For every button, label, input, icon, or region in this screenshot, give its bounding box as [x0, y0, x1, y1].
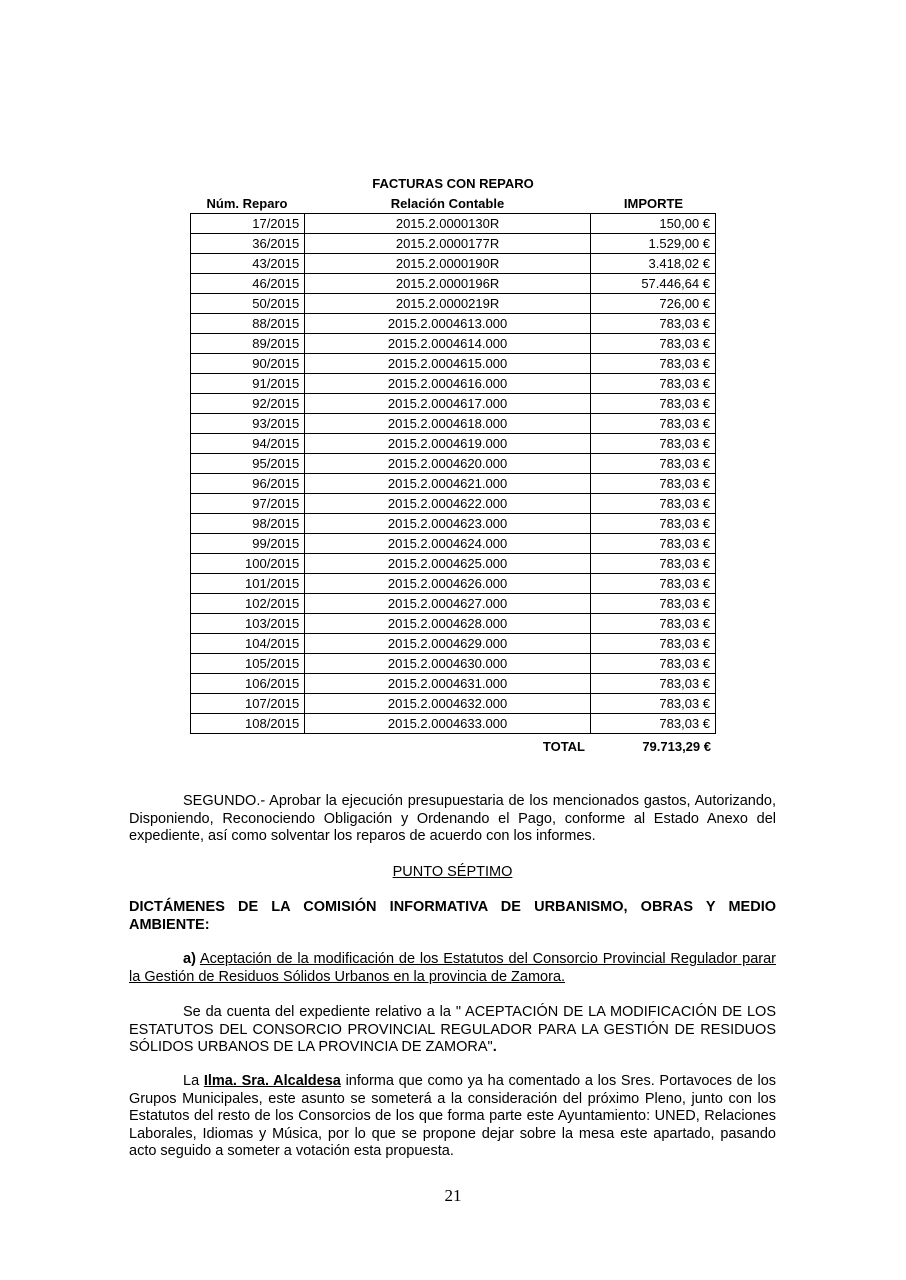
cell-num-reparo: 88/2015 [191, 314, 305, 334]
segundo-paragraph [129, 793, 776, 846]
cell-relacion-contable: 2015.2.0004622.000 [305, 494, 591, 514]
cell-num-reparo: 105/2015 [191, 654, 305, 674]
cell-importe: 783,03 € [590, 574, 715, 594]
item-a-paragraph [129, 951, 776, 986]
table-row [191, 314, 716, 334]
cell-relacion-contable: 2015.2.0004619.000 [305, 434, 591, 454]
table-row [191, 454, 716, 474]
cell-num-reparo: 94/2015 [191, 434, 305, 454]
cell-relacion-contable: 2015.2.0004633.000 [305, 714, 591, 734]
cell-num-reparo: 107/2015 [191, 694, 305, 714]
total-value: 79.713,29 € [642, 739, 711, 754]
cell-importe: 783,03 € [590, 314, 715, 334]
cell-importe: 783,03 € [590, 594, 715, 614]
cell-relacion-contable: 2015.2.0004632.000 [305, 694, 591, 714]
cell-importe: 783,03 € [590, 554, 715, 574]
cell-importe: 783,03 € [590, 414, 715, 434]
cell-relacion-contable: 2015.2.0004620.000 [305, 454, 591, 474]
cell-relacion-contable: 2015.2.0000177R [305, 234, 591, 254]
cell-num-reparo: 36/2015 [191, 234, 305, 254]
table-row [191, 634, 716, 654]
cell-importe: 3.418,02 € [590, 254, 715, 274]
cell-relacion-contable: 2015.2.0004627.000 [305, 594, 591, 614]
table-row [191, 694, 716, 714]
cell-num-reparo: 97/2015 [191, 494, 305, 514]
cell-num-reparo: 104/2015 [191, 634, 305, 654]
cell-importe: 57.446,64 € [590, 274, 715, 294]
cell-num-reparo: 91/2015 [191, 374, 305, 394]
table-row [191, 434, 716, 454]
table-row [191, 474, 716, 494]
header-importe: IMPORTE [623, 196, 684, 211]
table-row [191, 574, 716, 594]
dictamenes-heading: DICTÁMENES DE LA COMISIÓN INFORMATIVA DE URBANISMO, OBRAS Y MEDIO AMBIENTE: [129, 899, 776, 933]
cell-importe: 783,03 € [590, 434, 715, 454]
cell-num-reparo: 99/2015 [191, 534, 305, 554]
table-row [191, 674, 716, 694]
table-row [191, 254, 716, 274]
cell-num-reparo: 46/2015 [191, 274, 305, 294]
table-row [191, 494, 716, 514]
invoices-table [190, 213, 716, 734]
se-da-cuenta-paragraph [129, 1004, 776, 1057]
table-row [191, 274, 716, 294]
cell-num-reparo: 43/2015 [191, 254, 305, 274]
cell-relacion-contable: 2015.2.0004618.000 [305, 414, 591, 434]
punto-heading-text: PUNTO SÉPTIMO [392, 864, 513, 880]
cell-num-reparo: 108/2015 [191, 714, 305, 734]
cell-relacion-contable: 2015.2.0004616.000 [305, 374, 591, 394]
cell-importe: 783,03 € [590, 654, 715, 674]
cell-relacion-contable: 2015.2.0000130R [305, 214, 591, 234]
cell-importe: 783,03 € [590, 674, 715, 694]
header-num-reparo: Núm. Reparo [206, 196, 288, 211]
table-row [191, 394, 716, 414]
cell-importe: 1.529,00 € [590, 234, 715, 254]
cell-num-reparo: 90/2015 [191, 354, 305, 374]
table-row [191, 614, 716, 634]
table-row [191, 294, 716, 314]
cell-relacion-contable: 2015.2.0004628.000 [305, 614, 591, 634]
alcaldesa-name: Ilma. Sra. Alcaldesa [203, 1073, 341, 1089]
cell-relacion-contable: 2015.2.0004626.000 [305, 574, 591, 594]
cell-importe: 783,03 € [590, 534, 715, 554]
table-row [191, 234, 716, 254]
cell-relacion-contable: 2015.2.0004630.000 [305, 654, 591, 674]
cell-relacion-contable: 2015.2.0004624.000 [305, 534, 591, 554]
punto-heading [129, 864, 776, 882]
table-row [191, 714, 716, 734]
cell-num-reparo: 98/2015 [191, 514, 305, 534]
cell-relacion-contable: 2015.2.0004617.000 [305, 394, 591, 414]
cell-relacion-contable: 2015.2.0004615.000 [305, 354, 591, 374]
cell-importe: 150,00 € [590, 214, 715, 234]
cell-importe: 783,03 € [590, 514, 715, 534]
item-a-label: a) [183, 951, 196, 967]
cell-num-reparo: 93/2015 [191, 414, 305, 434]
table-row [191, 514, 716, 534]
total-label: TOTAL [542, 739, 585, 754]
table-row [191, 534, 716, 554]
cell-importe: 783,03 € [590, 454, 715, 474]
cell-num-reparo: 17/2015 [191, 214, 305, 234]
header-relacion-contable: Relación Contable [390, 196, 505, 211]
table-row [191, 594, 716, 614]
cell-importe: 783,03 € [590, 694, 715, 714]
cell-relacion-contable: 2015.2.0004614.000 [305, 334, 591, 354]
table-row [191, 334, 716, 354]
cell-relacion-contable: 2015.2.0000196R [305, 274, 591, 294]
cell-relacion-contable: 2015.2.0004623.000 [305, 514, 591, 534]
cell-relacion-contable: 2015.2.0004631.000 [305, 674, 591, 694]
cell-num-reparo: 96/2015 [191, 474, 305, 494]
cell-num-reparo: 106/2015 [191, 674, 305, 694]
table-row [191, 354, 716, 374]
cell-importe: 783,03 € [590, 474, 715, 494]
cell-relacion-contable: 2015.2.0004613.000 [305, 314, 591, 334]
cell-num-reparo: 101/2015 [191, 574, 305, 594]
cell-num-reparo: 50/2015 [191, 294, 305, 314]
segundo-text: SEGUNDO.- Aprobar la ejecución presupuestaria de los mencionados gastos, Autorizando, Disponiendo, Reconociendo Obligación y Ordenando el Pago, conforme al Estado Anexo del expediente, así como solventar los reparos de acuerdo con los informes. [129, 793, 776, 844]
cell-num-reparo: 92/2015 [191, 394, 305, 414]
cell-num-reparo: 95/2015 [191, 454, 305, 474]
table-title: FACTURAS CON REPARO [372, 176, 534, 191]
se-da-cuenta-end: . [492, 1039, 497, 1055]
cell-relacion-contable: 2015.2.0004629.000 [305, 634, 591, 654]
table-row [191, 374, 716, 394]
cell-importe: 783,03 € [590, 494, 715, 514]
cell-importe: 783,03 € [590, 634, 715, 654]
cell-num-reparo: 89/2015 [191, 334, 305, 354]
cell-importe: 783,03 € [590, 394, 715, 414]
cell-relacion-contable: 2015.2.0004621.000 [305, 474, 591, 494]
table-row [191, 654, 716, 674]
cell-importe: 783,03 € [590, 714, 715, 734]
cell-importe: 783,03 € [590, 374, 715, 394]
cell-num-reparo: 100/2015 [191, 554, 305, 574]
alcaldesa-prefix: La [183, 1073, 200, 1089]
cell-importe: 783,03 € [590, 334, 715, 354]
item-a-title: Aceptación de la modificación de los Estatutos del Consorcio Provincial Regulador parar la Gestión de Residuos Sólidos Urbanos en la provincia de Zamora. [129, 951, 776, 985]
table-row [191, 414, 716, 434]
alcaldesa-paragraph [129, 1073, 776, 1161]
table-row [191, 554, 716, 574]
table-row [191, 214, 716, 234]
cell-relacion-contable: 2015.2.0004625.000 [305, 554, 591, 574]
cell-relacion-contable: 2015.2.0000219R [305, 294, 591, 314]
alcaldesa-text: informa que como ya ha comentado a los Sres. Portavoces de los Grupos Municipales, este asunto se someterá a la consideración del próximo Pleno, junto con los Estatutos del resto de los Consorcios de los que forma parte este Ayuntamiento: UNED, Relaciones Laborales, Idiomas y Música, por lo que se propone dejar sobre la mesa este apartado, pasando acto seguido a someter a votación esta propuesta. [129, 1073, 777, 1159]
cell-importe: 726,00 € [590, 294, 715, 314]
table-header [190, 196, 716, 214]
page-number: 21 [444, 1186, 462, 1205]
total-row [190, 739, 716, 757]
cell-num-reparo: 102/2015 [191, 594, 305, 614]
cell-importe: 783,03 € [590, 354, 715, 374]
se-da-cuenta-text: Se da cuenta del expediente relativo a la " ACEPTACIÓN DE LA MODIFICACIÓN DE LOS ESTATUTOS DEL CONSORCIO PROVINCIAL REGULADOR PARA LA GESTIÓN DE RESIDUOS SÓLIDOS URBANOS DE LA PROVINCIA DE ZAMORA" [129, 1004, 776, 1055]
cell-importe: 783,03 € [590, 614, 715, 634]
cell-num-reparo: 103/2015 [191, 614, 305, 634]
cell-relacion-contable: 2015.2.0000190R [305, 254, 591, 274]
